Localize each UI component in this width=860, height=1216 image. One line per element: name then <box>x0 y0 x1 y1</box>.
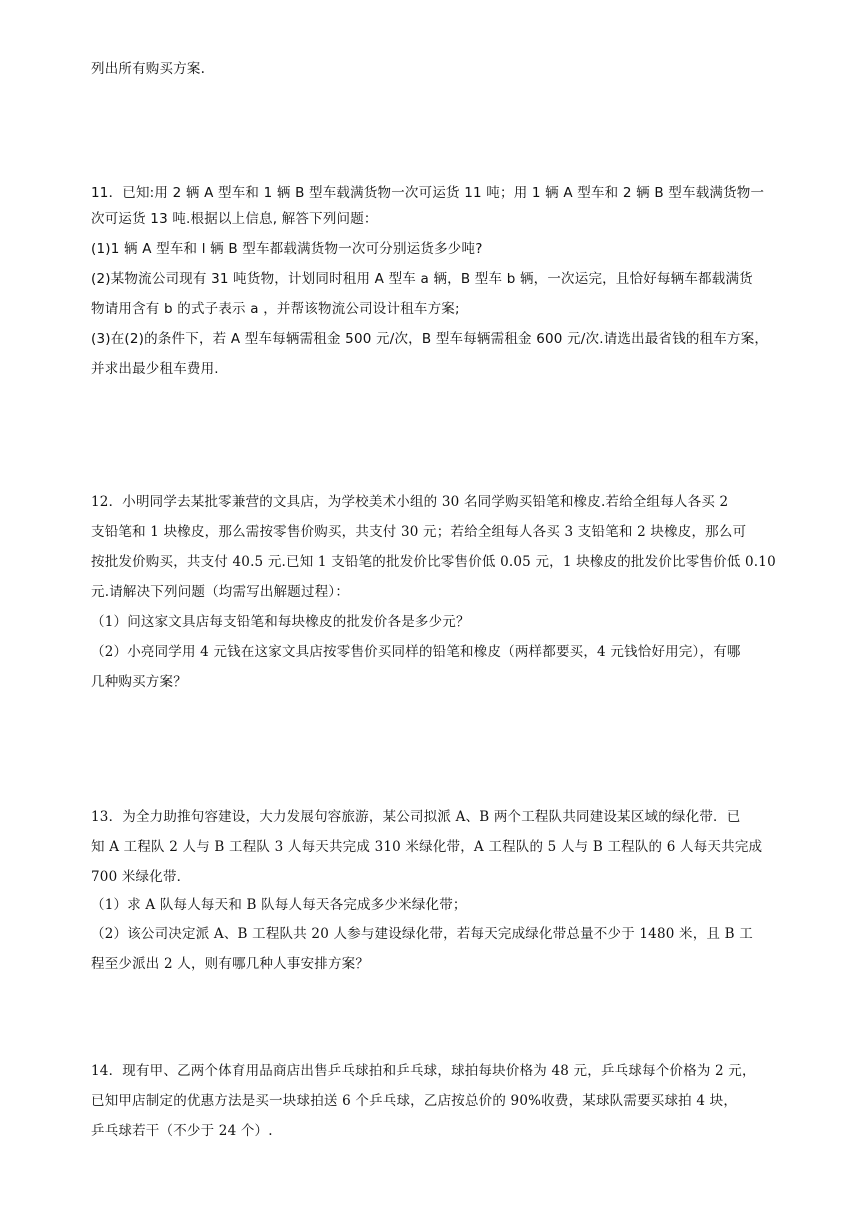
problem-13-part-2-line-1: （2）该公司决定派 A、B 工程队共 20 人参与建设绿化带，若每天完成绿化带总量不少于 1480 米，且 B 工 <box>91 926 753 942</box>
problem-11-part-3-line-2: 并求出最少租车费用. <box>91 361 219 377</box>
problem-12-line-3: 按批发价购买，共支付 40.5 元.已知 1 支铅笔的批发价比零售价低 0.05 元，1 块橡皮的批发价比零售价低 0.10 <box>91 554 776 570</box>
problem-12-line-4: 元.请解决下列问题（均需写出解题过程）： <box>91 584 350 600</box>
problem-12-line-1: 12．小明同学去某批零兼营的文具店，为学校美术小组的 30 名同学购买铅笔和橡皮.若给全组每人各买 2 <box>91 494 729 510</box>
problem-11-part-3-line-1: (3)在(2)的条件下，若 A 型车每辆需租金 500 元/次，B 型车每辆需租金 600 元/次.请选出最省钱的租车方案， <box>91 331 769 347</box>
problem-11-part-1: (1)1 辆 A 型车和 l 辆 B 型车都载满货物一次可分别运货多少吨? <box>91 241 483 257</box>
problem-11-part-2-line-2: 物请用含有 b 的式子表示 a ，并帮该物流公司设计租车方案; <box>91 301 460 317</box>
problem-13-line-2: 知 A 工程队 2 人与 B 工程队 3 人每天共完成 310 米绿化带，A 工程队的 5 人与 B 工程队的 6 人每天共完成 <box>91 839 763 855</box>
problem-13-part-2-line-2: 程至少派出 2 人，则有哪几种人事安排方案？ <box>91 956 370 972</box>
problem-14-line-3: 乒乓球若干（不少于 24 个）. <box>91 1123 273 1139</box>
problem-11-line-1: 11．已知:用 2 辆 A 型车和 1 辆 B 型车载满货物一次可运货 11 吨；用 1 辆 A 型车和 2 辆 B 型车载满货物一 <box>91 185 765 201</box>
problem-12-part-2-line-1: （2）小亮同学用 4 元钱在这家文具店按零售价买同样的铅笔和橡皮（两样都要买，4 元钱恰好用完），有哪 <box>91 644 741 660</box>
problem-14-line-1: 14．现有甲、乙两个体育用品商店出售乒乓球拍和乒乓球，球拍每块价格为 48 元，乒乓球每个价格为 2 元， <box>91 1063 756 1079</box>
problem-12-part-2-line-2: 几种购买方案？ <box>91 674 187 690</box>
problem-11-line-2: 次可运货 13 吨.根据以上信息, 解答下列问题： <box>91 211 378 227</box>
problem-11-part-2-line-1: (2)某物流公司现有 31 吨货物，计划同时租用 A 型车 a 辆，B 型车 b 辆，一次运完，且恰好每辆车都载满货 <box>91 271 753 287</box>
problem-13-part-1: （1）求 A 队每人每天和 B 队每人每天各完成多少米绿化带； <box>91 897 467 913</box>
problem-13-line-1: 13．为全力助推句容建设，大力发展句容旅游，某公司拟派 A、B 两个工程队共同建设某区域的绿化带．已 <box>91 809 741 825</box>
problem-12-line-2: 支铅笔和 1 块橡皮，那么需按零售价购买，共支付 30 元；若给全组每人各买 3 支铅笔和 2 块橡皮，那么可 <box>91 524 747 540</box>
problem-14-line-2: 已知甲店制定的优惠方法是买一块球拍送 6 个乒乓球，乙店按总价的 90%收费，某球队需要买球拍 4 块， <box>91 1093 738 1109</box>
problem-12-part-1: （1）问这家文具店每支铅笔和每块橡皮的批发价各是多少元？ <box>91 614 470 630</box>
text-line: 列出所有购买方案. <box>91 61 206 77</box>
problem-13-line-3: 700 米绿化带． <box>91 869 191 885</box>
